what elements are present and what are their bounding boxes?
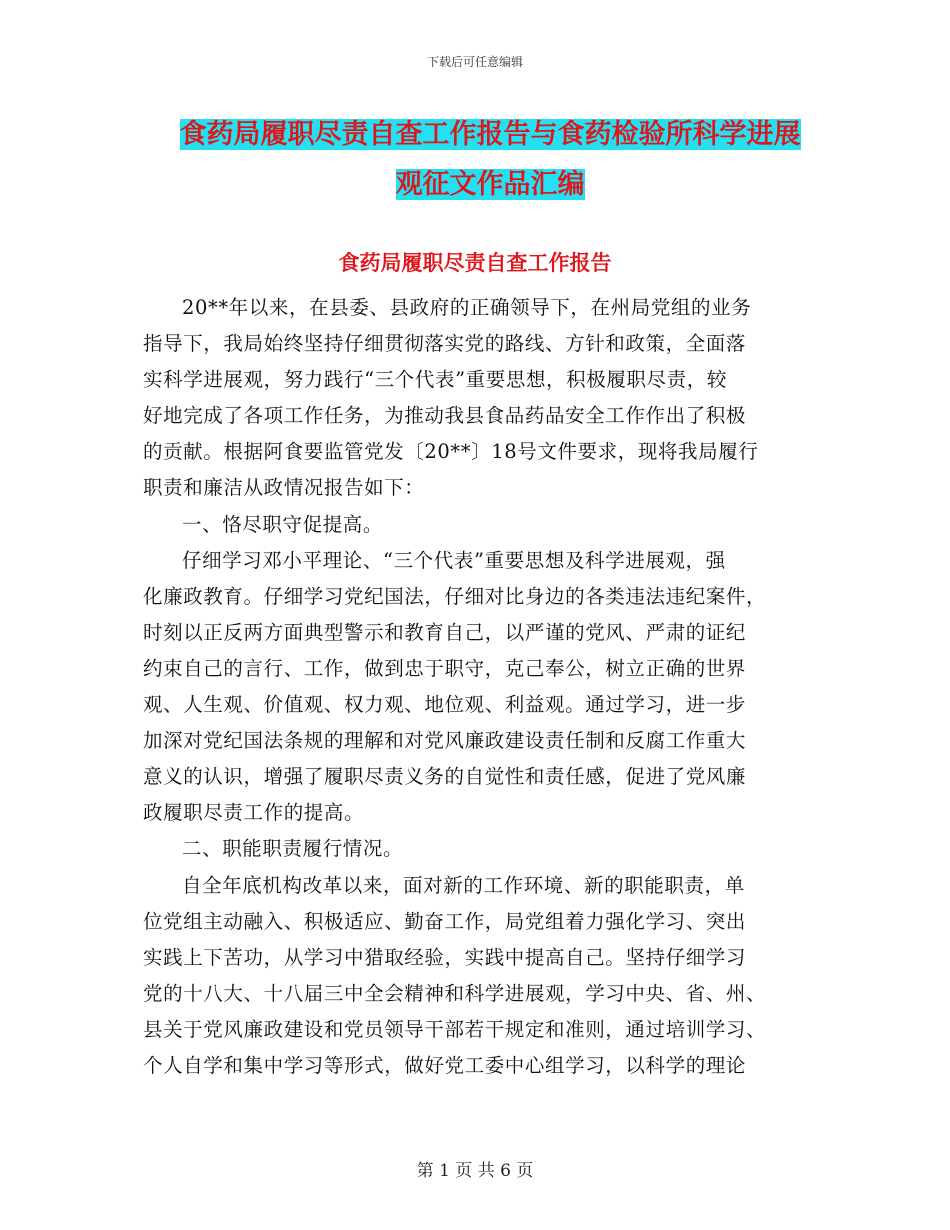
heading-section-2 <box>143 831 805 867</box>
text-line: 党的十八大、十八届三中全会精神和科学进展观，学习中央、省、州、 <box>143 981 767 1005</box>
paragraph-intro <box>143 290 805 507</box>
text-line: 加深对党纪国法条规的理解和对党风廉政建设责任制和反腐工作重大 <box>143 729 747 753</box>
text-line: 职责和廉洁从政情况报告如下： <box>143 476 425 500</box>
heading-section-1 <box>143 507 805 543</box>
document-body <box>143 290 805 1084</box>
text-line: 实践上下苦功，从学习中猎取经验，实践中提高自己。坚持仔细学习 <box>143 945 747 969</box>
section-title: 食药局履职尽责自查工作报告 <box>338 251 612 275</box>
text-line: 20**年以来，在县委、县政府的正确领导下，在州局党组的业务 <box>182 296 752 319</box>
text-line: 个人自学和集中学习等形式，做好党工委中心组学习，以科学的理论 <box>143 1053 747 1077</box>
document-title-line-1: 食药局履职尽责自查工作报告与食药检验所科学进展 <box>179 119 801 150</box>
text-line: 位党组主动融入、积极适应、勤奋工作，局党组着力强化学习、突出 <box>143 909 747 933</box>
text-line: 的贡献。根据阿食要监管党发〔20**〕18号文件要求，现将我局履行 <box>143 440 759 464</box>
page-header-note: 下载后可任意编辑 <box>426 55 523 69</box>
text-line: 约束自己的言行、工作，做到忠于职守，克己奉公，树立正确的世界 <box>143 656 747 680</box>
page-number-footer: 第 1 页 共 6 页 <box>416 1161 534 1181</box>
text-line: 二、职能职责履行情况。 <box>182 837 404 861</box>
text-line: 指导下，我局始终坚持仔细贯彻落实党的路线、方针和政策，全面落 <box>143 332 747 356</box>
text-line: 政履职尽责工作的提高。 <box>143 801 365 825</box>
text-line: 县关于党风廉政建设和党员领导干部若干规定和准则，通过培训学习、 <box>143 1017 767 1041</box>
document-title <box>140 110 840 210</box>
text-line: 自全年底机构改革以来，面对新的工作环境、新的职能职责，单 <box>182 873 745 897</box>
text-line: 观、人生观、价值观、权力观、地位观、利益观。通过学习，进一步 <box>143 693 747 717</box>
paragraph-section-2 <box>143 868 805 1085</box>
text-line: 好地完成了各项工作任务，为推动我县食品药品安全工作作出了积极 <box>143 404 747 428</box>
document-title-line-2: 观征文作品汇编 <box>395 169 585 200</box>
text-line: 化廉政教育。仔细学习党纪国法，仔细对比身边的各类违法违纪案件， <box>143 584 767 608</box>
paragraph-section-1 <box>143 543 805 832</box>
text-line: 时刻以正反两方面典型警示和教育自己，以严谨的党风、严肃的证纪 <box>143 620 747 644</box>
text-line: 一、恪尽职守促提高。 <box>182 512 384 536</box>
text-line: 仔细学习邓小平理论、“三个代表”重要思想及科学进展观，强 <box>182 548 726 572</box>
text-line: 实科学进展观，努力践行“三个代表”重要思想，积极履职尽责，较 <box>143 368 727 392</box>
text-line: 意义的认识，增强了履职尽责义务的自觉性和责任感，促进了党风廉 <box>143 765 747 789</box>
